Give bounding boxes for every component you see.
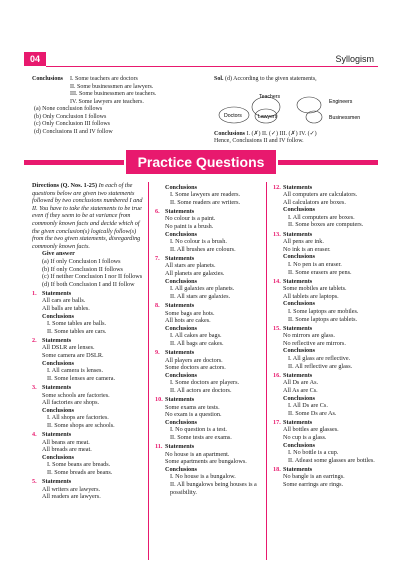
question-number: 17. (273, 418, 281, 426)
answer-option: (b) If only Conclusion II follows (42, 265, 123, 273)
conclusions-label: Conclusions (283, 394, 315, 402)
venn-label-lawyers: Lawyers (258, 113, 278, 120)
statement: All writers are lawyers. (42, 485, 101, 493)
conclusions-label: Conclusions (165, 230, 197, 238)
question-number: 5. (32, 478, 37, 486)
statements-label: Statements (165, 443, 195, 451)
conclusion: II. Some tests are exams. (170, 434, 232, 441)
statement: Some mobiles are tablets. (283, 285, 347, 293)
statement: All Ds are As. (283, 379, 319, 387)
conclusion: I. All shops are factories. (47, 414, 109, 422)
question-header (32, 478, 144, 486)
solution-block (214, 76, 384, 146)
conclusion: II. Some readers are writers. (170, 198, 241, 206)
question-number: 9. (155, 348, 160, 356)
statement: No bangle is an earrings. (283, 473, 345, 481)
question-number: 15. (273, 324, 281, 332)
header-rule (46, 66, 378, 67)
statements-label: Statements (42, 431, 72, 438)
conclusion: II. Some breads are beans. (47, 468, 113, 476)
question-header (32, 384, 144, 392)
statement: No ink is an eraser. (283, 245, 331, 253)
question-number: 11. (155, 443, 163, 451)
question-item (155, 208, 267, 254)
question-item (155, 302, 267, 348)
option-a: (a) None conclusion follows (34, 106, 103, 112)
conclusion-item: II. Some businessmen are lawyers. (70, 83, 154, 90)
statement: All As are Cs. (283, 386, 318, 394)
statement: All beans are meat. (42, 438, 90, 446)
statements-label: Statements (42, 478, 72, 486)
statements-label: Statements (283, 183, 313, 191)
directions-qnos: (Q. Nos. 1-25) (60, 182, 98, 189)
option-d: (d) Conclusions II and IV follow (34, 128, 113, 135)
statement: All bottles are glasses. (283, 426, 339, 434)
question-item (155, 349, 267, 395)
conclusions-label: Conclusions (283, 441, 315, 449)
statements-label: Statements (42, 383, 72, 391)
statement: Some doctors are actors. (165, 364, 226, 372)
question-item (32, 478, 144, 501)
statements-label: Statements (283, 465, 313, 473)
page-number-badge: 04 (24, 52, 46, 66)
conclusion: I. All computers are boxes. (288, 213, 355, 221)
answer-option: (a) If only Conclusion I follows (42, 257, 121, 265)
question-item (273, 231, 389, 277)
statement: All balls are tables. (42, 305, 90, 312)
statement: No reflective are mirrors. (283, 339, 346, 347)
banner-bar-right (278, 160, 378, 165)
section-banner (24, 150, 378, 174)
venn-label-doctors: Doctors (224, 112, 242, 119)
conclusions-label: Conclusions (165, 324, 197, 332)
conclusions-label: Conclusions (165, 465, 197, 473)
conclusion: II. All brushes are colours. (170, 245, 236, 253)
statements-label: Statements (283, 324, 313, 332)
sol-text: (d) According to the given statements, (225, 76, 317, 82)
statement: All stars are planets. (165, 262, 216, 270)
question-header (155, 255, 267, 263)
column-2 (148, 182, 267, 560)
statement: All factories are shops. (42, 399, 100, 407)
statement: All players are doctors. (165, 356, 223, 364)
statement: All cars are balls. (42, 297, 86, 305)
question-number: 16. (273, 371, 281, 379)
question-number: 8. (155, 301, 160, 309)
question-item (32, 337, 144, 383)
question-number: 14. (273, 277, 281, 285)
question-header (273, 278, 389, 286)
question-item (32, 384, 144, 430)
statements-label: Statements (165, 348, 195, 356)
question-number: 6. (155, 207, 160, 215)
venn-diagram (214, 87, 374, 129)
banner-bar-left (24, 160, 124, 165)
conclusion: I. No question is a test. (170, 426, 227, 434)
conclusion: I. Some laptops are mobiles. (288, 308, 359, 315)
statements-label: Statements (165, 396, 195, 404)
conclusions-label: Conclusions (283, 253, 315, 261)
conclusions-label: Conclusions (165, 371, 197, 379)
statement: All computers are calculators. (283, 191, 358, 199)
question-header (32, 337, 144, 345)
conclusion: I. Some tables are balls. (47, 320, 107, 328)
conclusion: II. Some laptops are tablets. (288, 315, 358, 323)
statements-label: Statements (165, 301, 195, 309)
conclusion: II. All actors are doctors. (170, 386, 232, 394)
section-title: Practice Questions (126, 150, 276, 174)
statements-label: Statements (42, 336, 72, 344)
statement: Some exams are tests. (165, 403, 220, 411)
conclusions-label: Conclusions (42, 312, 74, 320)
question-number: 3. (32, 383, 37, 391)
conclusions-label: Conclusions (283, 347, 315, 355)
question-header (273, 231, 389, 239)
statement: No exam is a question. (165, 411, 222, 419)
question-item (155, 396, 267, 442)
question-header (155, 396, 267, 404)
conclusion: I. All camera is lenses. (47, 367, 104, 375)
venn-label-businessmen: Businessmen (329, 114, 361, 121)
question-header (155, 443, 267, 451)
sol-conclusions-label: Conclusions (214, 130, 246, 137)
conclusions-label: Conclusions (165, 183, 197, 191)
statement: All planets are galaxies. (165, 270, 225, 278)
conclusion-item: III. Some businessmen are teachers. (70, 91, 157, 97)
conclusion: I. Some lawyers are readers. (170, 191, 241, 199)
statement: All hots are cakes. (165, 317, 211, 325)
statement: No house is an apartment. (165, 450, 230, 458)
question-number: 4. (32, 431, 37, 438)
conclusion: I. Some beans are breads. (47, 461, 111, 469)
question-item (155, 184, 267, 207)
statement: All readers are lawyers. (42, 493, 101, 501)
statement: All DSLR are lenses. (42, 344, 95, 352)
conclusion: II. Some Ds are As. (288, 409, 337, 417)
conclusion: I. Some doctors are players. (170, 379, 240, 387)
conclusion: II. Some boxes are computers. (288, 221, 364, 229)
conclusion: I. All galaxies are planets. (170, 285, 235, 293)
statement: No cup is a glass. (283, 434, 327, 441)
question-item (273, 466, 389, 489)
question-header (155, 208, 267, 216)
statements-label: Statements (42, 289, 72, 297)
question-item (273, 372, 389, 418)
option-c: (c) Only Conclusion III follows (34, 121, 110, 127)
statement: Some schools are factories. (42, 391, 110, 399)
statement: All pens are ink. (283, 238, 324, 246)
statements-label: Statements (283, 230, 313, 238)
question-number: 18. (273, 465, 281, 473)
statements-label: Statements (283, 277, 313, 285)
question-header (273, 372, 389, 380)
question-number: 2. (32, 336, 37, 344)
question-item (155, 443, 267, 496)
conclusions-label: Conclusions (283, 206, 315, 214)
conclusions-label: Conclusions (42, 406, 74, 414)
question-header (155, 302, 267, 310)
statement: Some apartments are bungalows. (165, 458, 247, 466)
statement: Some earrings are rings. (283, 481, 344, 489)
question-number: 1. (32, 289, 37, 297)
question-header (155, 349, 267, 357)
question-header (273, 466, 389, 474)
sol-label: Sol. (214, 76, 224, 82)
answer-option: (c) If neither Conclusion I nor II follows (42, 273, 143, 281)
conclusion: II. Some shops are schools. (47, 421, 115, 429)
venn-label-teachers: Teachers (259, 93, 281, 100)
statement: All calculators are boxes. (283, 198, 346, 206)
statement: Some bags are hots. (165, 309, 215, 317)
conclusion: II. Some lenses are camera. (47, 374, 116, 382)
statement: No colour is a paint. (165, 215, 216, 223)
previous-question-tail (32, 76, 202, 136)
sol-hence: Hence, Conclusions II and IV follow. (214, 138, 304, 144)
directions-text: In each of the questions below are given two statements followed by two conclusions numbered I and II. You have to take the statements to be true even if they seem to be at variance from commonly known facts and decide which of the given conclusion(s) logically follow(s) from the two given statements, disregarding commonly known facts. (32, 182, 143, 250)
question-header (32, 290, 144, 298)
question-header (273, 184, 389, 192)
conclusion: II. Some tables are cars. (47, 327, 107, 335)
conclusion-item: IV. Some lawyers are teachers. (70, 98, 144, 105)
statement: Some camera are DSLR. (42, 352, 104, 360)
column-1 (32, 182, 144, 501)
question-item (273, 184, 389, 230)
question-item (273, 419, 389, 465)
conclusion: II. All bungalows being houses is a possibility. (170, 481, 257, 496)
conclusion: I. No pen is an eraser. (288, 260, 342, 268)
conclusion: II. All stars are galaxies. (170, 292, 231, 300)
statements-label: Statements (283, 418, 313, 426)
give-answer-label: Give answer (42, 250, 75, 258)
statements-label: Statements (165, 254, 195, 262)
directions-label: Directions (32, 182, 60, 189)
statements-label: Statements (283, 371, 313, 379)
conclusion: II. Atleast some glasses are bottles. (288, 456, 375, 464)
conclusion: I. No bottle is a cup. (288, 449, 339, 457)
question-header (32, 431, 144, 439)
question-header (273, 325, 389, 333)
conclusion: I. All Ds are Cs. (288, 402, 328, 410)
conclusions-label: Conclusions (42, 359, 74, 367)
answer-option: (d) If both Conclusion I and II follow (42, 280, 135, 288)
column-3 (266, 182, 389, 560)
question-item (32, 290, 144, 336)
conclusion: I. No house is a bungalow. (170, 473, 236, 481)
question-header (273, 419, 389, 427)
question-number: 7. (155, 254, 160, 262)
question-number: 13. (273, 230, 281, 238)
statement: No paint is a brush. (165, 222, 214, 230)
question-item (273, 278, 389, 324)
conclusions-label: Conclusions (32, 76, 64, 82)
statement: No mirrors are glass. (283, 332, 335, 340)
question-item (32, 431, 144, 477)
statement: All breads are meat. (42, 446, 92, 454)
question-item (155, 255, 267, 301)
conclusion-item: I. Some teachers are doctors (70, 76, 138, 82)
venn-label-engineers: Engineers (329, 98, 353, 105)
statements-label: Statements (165, 207, 195, 215)
conclusions-label: Conclusions (42, 453, 74, 461)
statement: All tablets are laptops. (283, 292, 339, 300)
option-b: (b) Only Conclusion I follows (34, 113, 107, 120)
conclusion: II. All bags are cakes. (170, 339, 224, 347)
conclusion: I. All cakes are bags. (170, 332, 222, 340)
directions-block (32, 182, 144, 250)
sol-conclusions-verdicts: I. (✗) II. (✓) III. (✗) IV. (✓) (246, 130, 317, 137)
chapter-title: Syllogism (335, 54, 374, 64)
conclusion: I. No colour is a brush. (170, 238, 227, 246)
conclusions-label: Conclusions (165, 418, 197, 426)
question-item (273, 325, 389, 371)
conclusions-label: Conclusions (165, 277, 197, 285)
question-number: 12. (273, 183, 281, 191)
conclusion: II. All reflective are glass. (288, 362, 353, 370)
question-number: 10. (155, 396, 163, 404)
conclusion: II. Some erasers are pens. (288, 268, 352, 276)
conclusions-label: Conclusions (283, 300, 315, 308)
conclusion: I. All glass are reflective. (288, 355, 351, 363)
